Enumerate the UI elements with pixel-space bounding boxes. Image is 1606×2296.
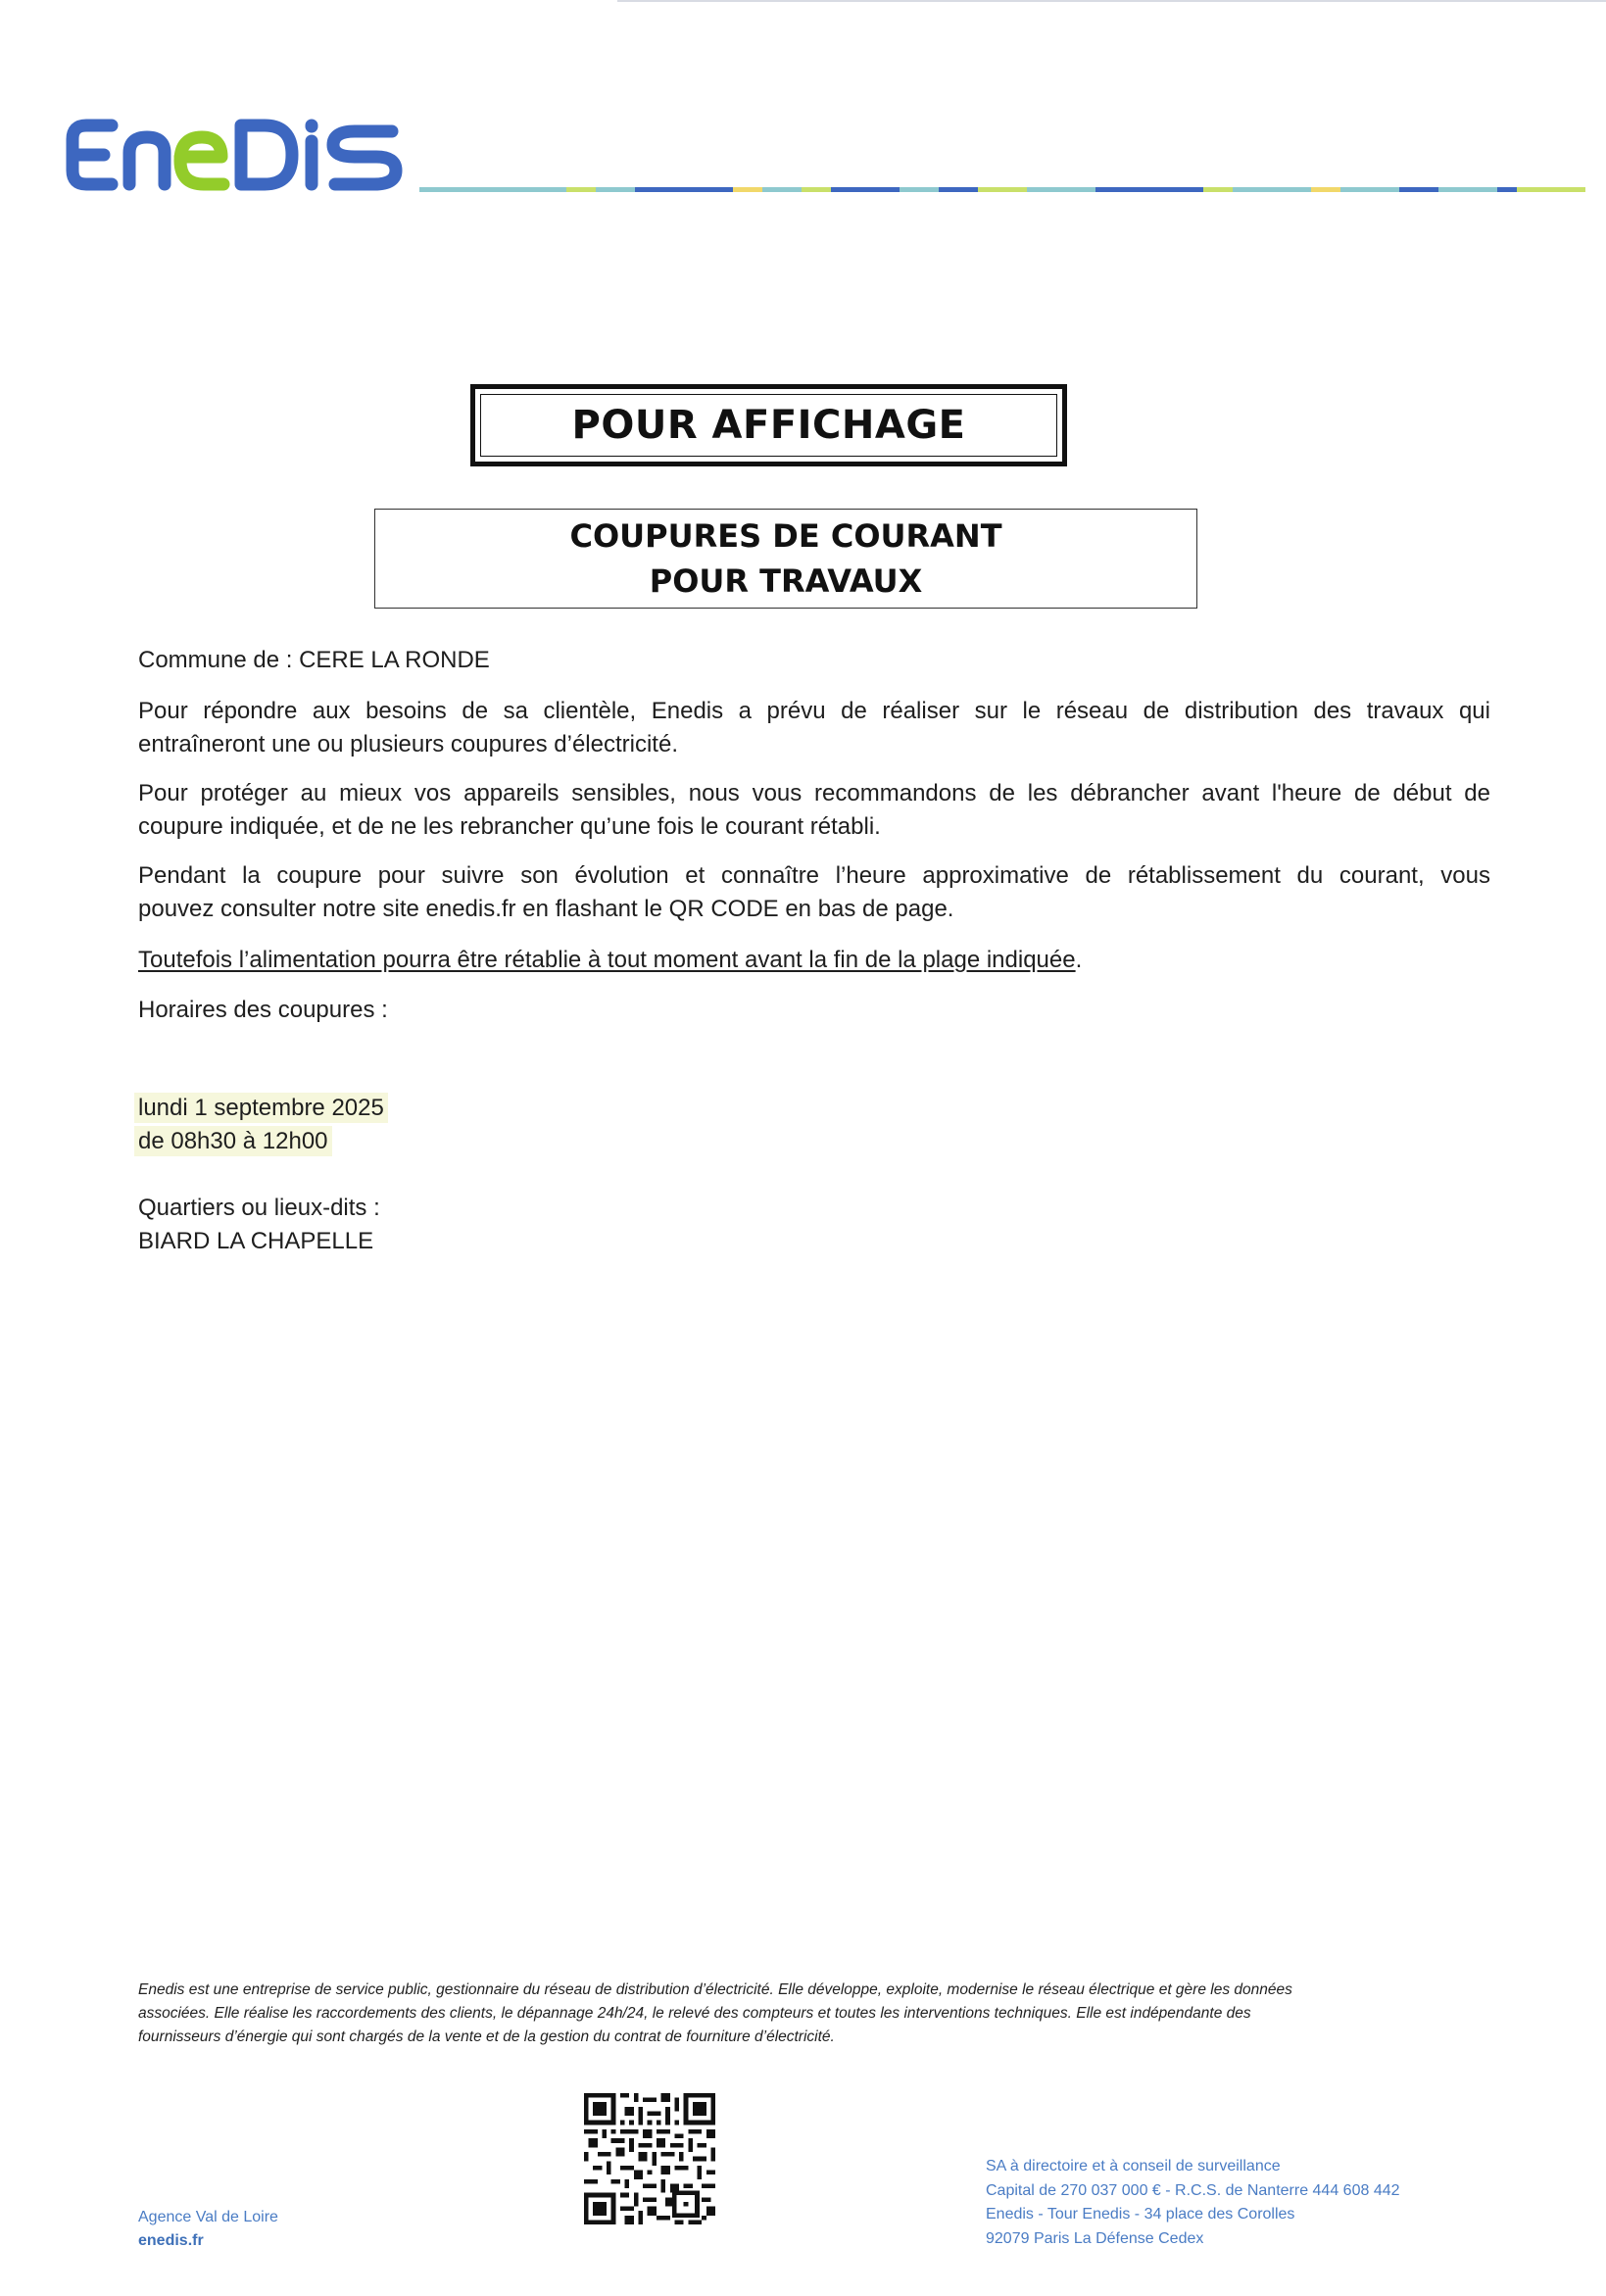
commune-line: Commune de : CERE LA RONDE bbox=[138, 647, 490, 673]
paragraph-protect-line1: Pour protéger au mieux vos appareils sensibles, nous vous recommandons de les débrancher avant l'heure de début de bbox=[138, 780, 1490, 806]
paragraph-needs-line1: Pour répondre aux besoins de sa clientèle, Enedis a prévu de réaliser sur le réseau de distribution des travaux qui bbox=[138, 698, 1490, 724]
legal-line3: Enedis - Tour Enedis - 34 place des Corolles bbox=[986, 2206, 1295, 2223]
paragraph-follow-line1: Pendant la coupure pour suivre son évolution et connaître l’heure approximative de rétablissement du courant, vous bbox=[138, 862, 1490, 889]
subject-title-line2: POUR TRAVAUX bbox=[649, 562, 923, 600]
legal-line2: Capital de 270 037 000 € - R.C.S. de Nanterre 444 608 442 bbox=[986, 2181, 1400, 2199]
outage-time-range: de 08h30 à 12h00 bbox=[134, 1126, 332, 1156]
restoration-note-period: . bbox=[1075, 947, 1083, 973]
restoration-note bbox=[138, 944, 1082, 977]
legal-info bbox=[986, 2155, 1400, 2251]
qr-code-icon[interactable] bbox=[584, 2093, 715, 2224]
company-disclaimer bbox=[138, 1978, 1490, 2049]
legal-line1: SA à directoire et à conseil de surveillance bbox=[986, 2158, 1281, 2174]
paragraph-protect bbox=[138, 777, 1490, 844]
paragraph-needs bbox=[138, 695, 1490, 761]
paragraph-follow bbox=[138, 859, 1490, 926]
scan-edge-line bbox=[617, 0, 1606, 2]
areas-label: Quartiers ou lieux-dits : bbox=[138, 1195, 380, 1221]
areas-block bbox=[138, 1192, 380, 1258]
subject-box bbox=[374, 509, 1197, 609]
disclaimer-line2: associées. Elle réalise les raccordements des clients, le dépannage 24h/24, le relevé des compteurs et toutes les interventions techniques. Elle est indépendante des bbox=[138, 2005, 1251, 2022]
display-notice-title: POUR AFFICHAGE bbox=[571, 403, 966, 448]
legal-line4: 92079 Paris La Défense Cedex bbox=[986, 2229, 1204, 2247]
paragraph-follow-line2: pouvez consulter notre site enedis.fr en flashant le QR CODE en bas de page. bbox=[138, 896, 954, 922]
disclaimer-line1: Enedis est une entreprise de service public, gestionnaire du réseau de distribution d’électricité. Elle développe, exploite, modernise le réseau électrique et gère les données bbox=[138, 1981, 1292, 1998]
agency-name: Agence Val de Loire bbox=[138, 2209, 278, 2225]
paragraph-needs-line2: entraîneront une ou plusieurs coupures d’électricité. bbox=[138, 731, 678, 757]
enedis-logo bbox=[65, 116, 408, 194]
disclaimer-line3: fournisseurs d’énergie qui sont chargés de la vente et de la gestion du contrat de fourniture d’électricité. bbox=[138, 2028, 835, 2045]
paragraph-protect-line2: coupure indiquée, et de ne les rebrancher qu’une fois le courant rétabli. bbox=[138, 813, 881, 840]
restoration-note-underlined: Toutefois l’alimentation pourra être rétablie à tout moment avant la fin de la plage indiquée bbox=[138, 947, 1076, 973]
outage-date: lundi 1 septembre 2025 bbox=[134, 1093, 388, 1123]
header-rule bbox=[419, 187, 1585, 192]
schedule-label: Horaires des coupures : bbox=[138, 997, 388, 1023]
display-notice-box bbox=[470, 384, 1067, 466]
website-link[interactable]: enedis.fr bbox=[138, 2232, 204, 2249]
agency-block bbox=[138, 2206, 278, 2253]
subject-title-line1: COUPURES DE COURANT bbox=[569, 517, 1002, 555]
schedule-entry bbox=[138, 1092, 388, 1158]
area-name: BIARD LA CHAPELLE bbox=[138, 1228, 374, 1254]
